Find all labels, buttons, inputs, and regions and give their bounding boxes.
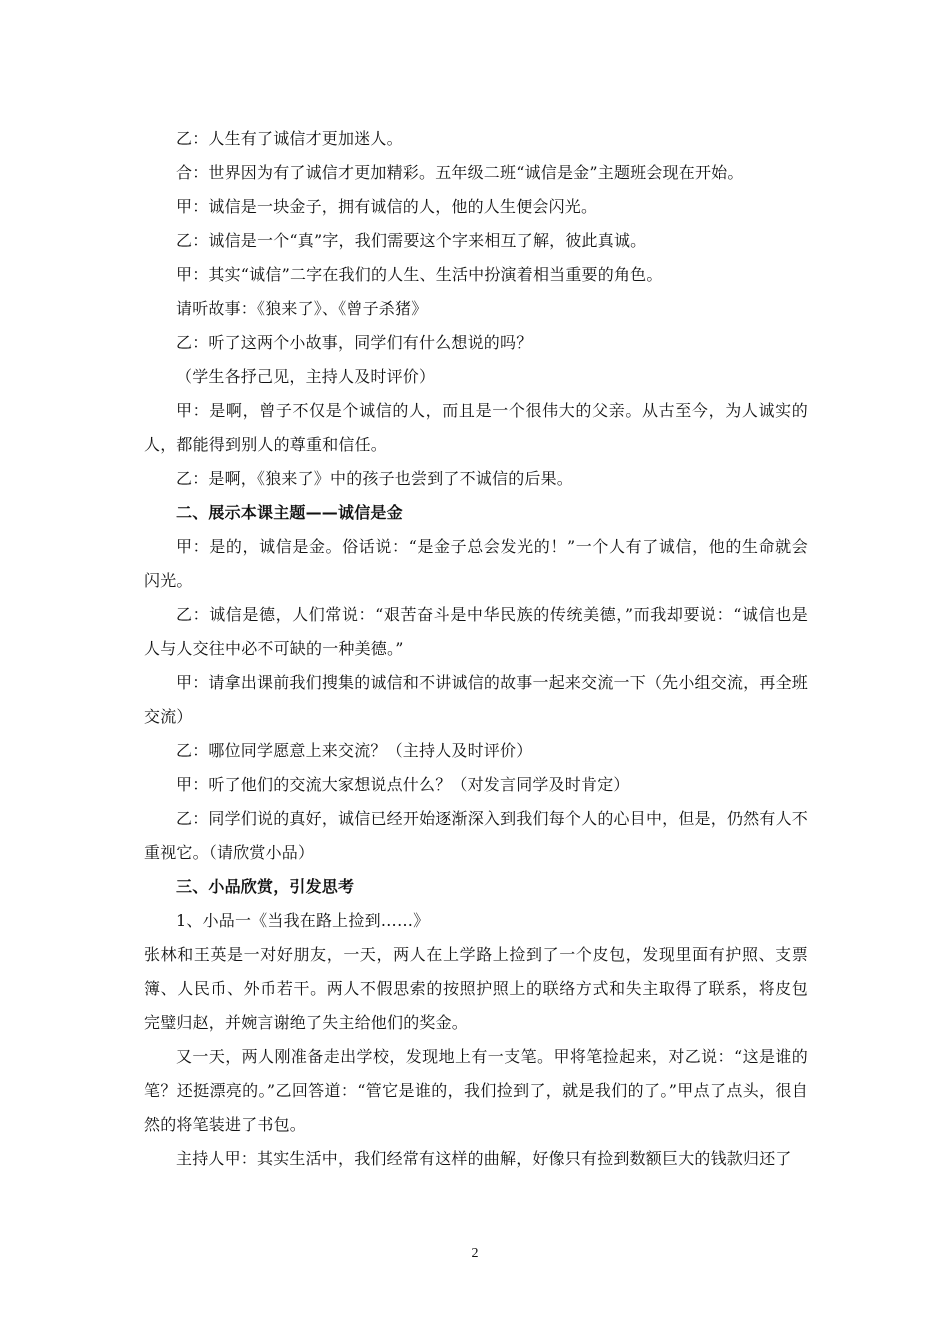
paragraph: （学生各抒己见，主持人及时评价） [176, 367, 436, 386]
paragraph: 乙：哪位同学愿意上来交流？（主持人及时评价） [176, 741, 533, 760]
paragraph: 甲：诚信是一块金子，拥有诚信的人，他的人生便会闪光。 [176, 197, 598, 216]
page-number: 2 [471, 1246, 479, 1261]
paragraph: 甲：是的，诚信是金。俗话说：“是金子总会发光的！”一个人有了诚信，他的生命就会闪光。 [144, 537, 808, 590]
paragraph: 甲：是啊，曾子不仅是个诚信的人，而且是一个很伟大的父亲。从古至今，为人诚实的人，都能得到别人的尊重和信任。 [144, 401, 808, 454]
paragraph: 请听故事：《狼来了》、《曾子杀猪》 [176, 299, 428, 318]
paragraph: 乙：诚信是一个“真”字，我们需要这个字来相互了解，彼此真诚。 [176, 231, 647, 250]
paragraph: 甲：请拿出课前我们搜集的诚信和不讲诚信的故事一起来交流一下（先小组交流，再全班交流） [144, 673, 808, 726]
paragraph: 乙：诚信是德，人们常说：“艰苦奋斗是中华民族的传统美德，”而我却要说：“诚信也是人与人交往中必不可缺的一种美德。” [144, 605, 808, 658]
paragraph: 合：世界因为有了诚信才更加精彩。五年级二班“诚信是金”主题班会现在开始。 [176, 163, 744, 182]
paragraph: 张林和王英是一对好朋友，一天，两人在上学路上捡到了一个皮包，发现里面有护照、支票簿、人民币、外币若干。两人不假思索的按照护照上的联络方式和失主取得了联系，将皮包完璧归赵，并婉言谢绝了失主给他们的奖金。 [144, 945, 808, 1032]
section-heading: 二、展示本课主题——诚信是金 [176, 503, 403, 522]
paragraph: 乙：同学们说的真好，诚信已经开始逐渐深入到我们每个人的心目中，但是，仍然有人不重视它。（请欣赏小品） [144, 809, 808, 862]
paragraph: 甲：听了他们的交流大家想说点什么？（对发言同学及时肯定） [176, 775, 630, 794]
paragraph: 主持人甲：其实生活中，我们经常有这样的曲解，好像只有捡到数额巨大的钱款归还了 [176, 1149, 792, 1168]
paragraph: 1、小品一《当我在路上捡到……》 [176, 911, 430, 930]
body-text [144, 122, 808, 1176]
paragraph: 乙：听了这两个小故事，同学们有什么想说的吗？ [176, 333, 533, 352]
paragraph: 乙：人生有了诚信才更加迷人。 [176, 129, 403, 148]
paragraph: 又一天，两人刚准备走出学校，发现地上有一支笔。甲将笔捡起来，对乙说：“这是谁的笔？还挺漂亮的。”乙回答道：“管它是谁的，我们捡到了，就是我们的了。”甲点了点头，很自然的将笔装进了书包。 [144, 1047, 808, 1134]
paragraph: 乙：是啊，《狼来了》中的孩子也尝到了不诚信的后果。 [176, 469, 574, 488]
section-heading: 三、小品欣赏，引发思考 [176, 877, 355, 896]
paragraph: 甲：其实“诚信”二字在我们的人生、生活中扮演着相当重要的角色。 [176, 265, 663, 284]
